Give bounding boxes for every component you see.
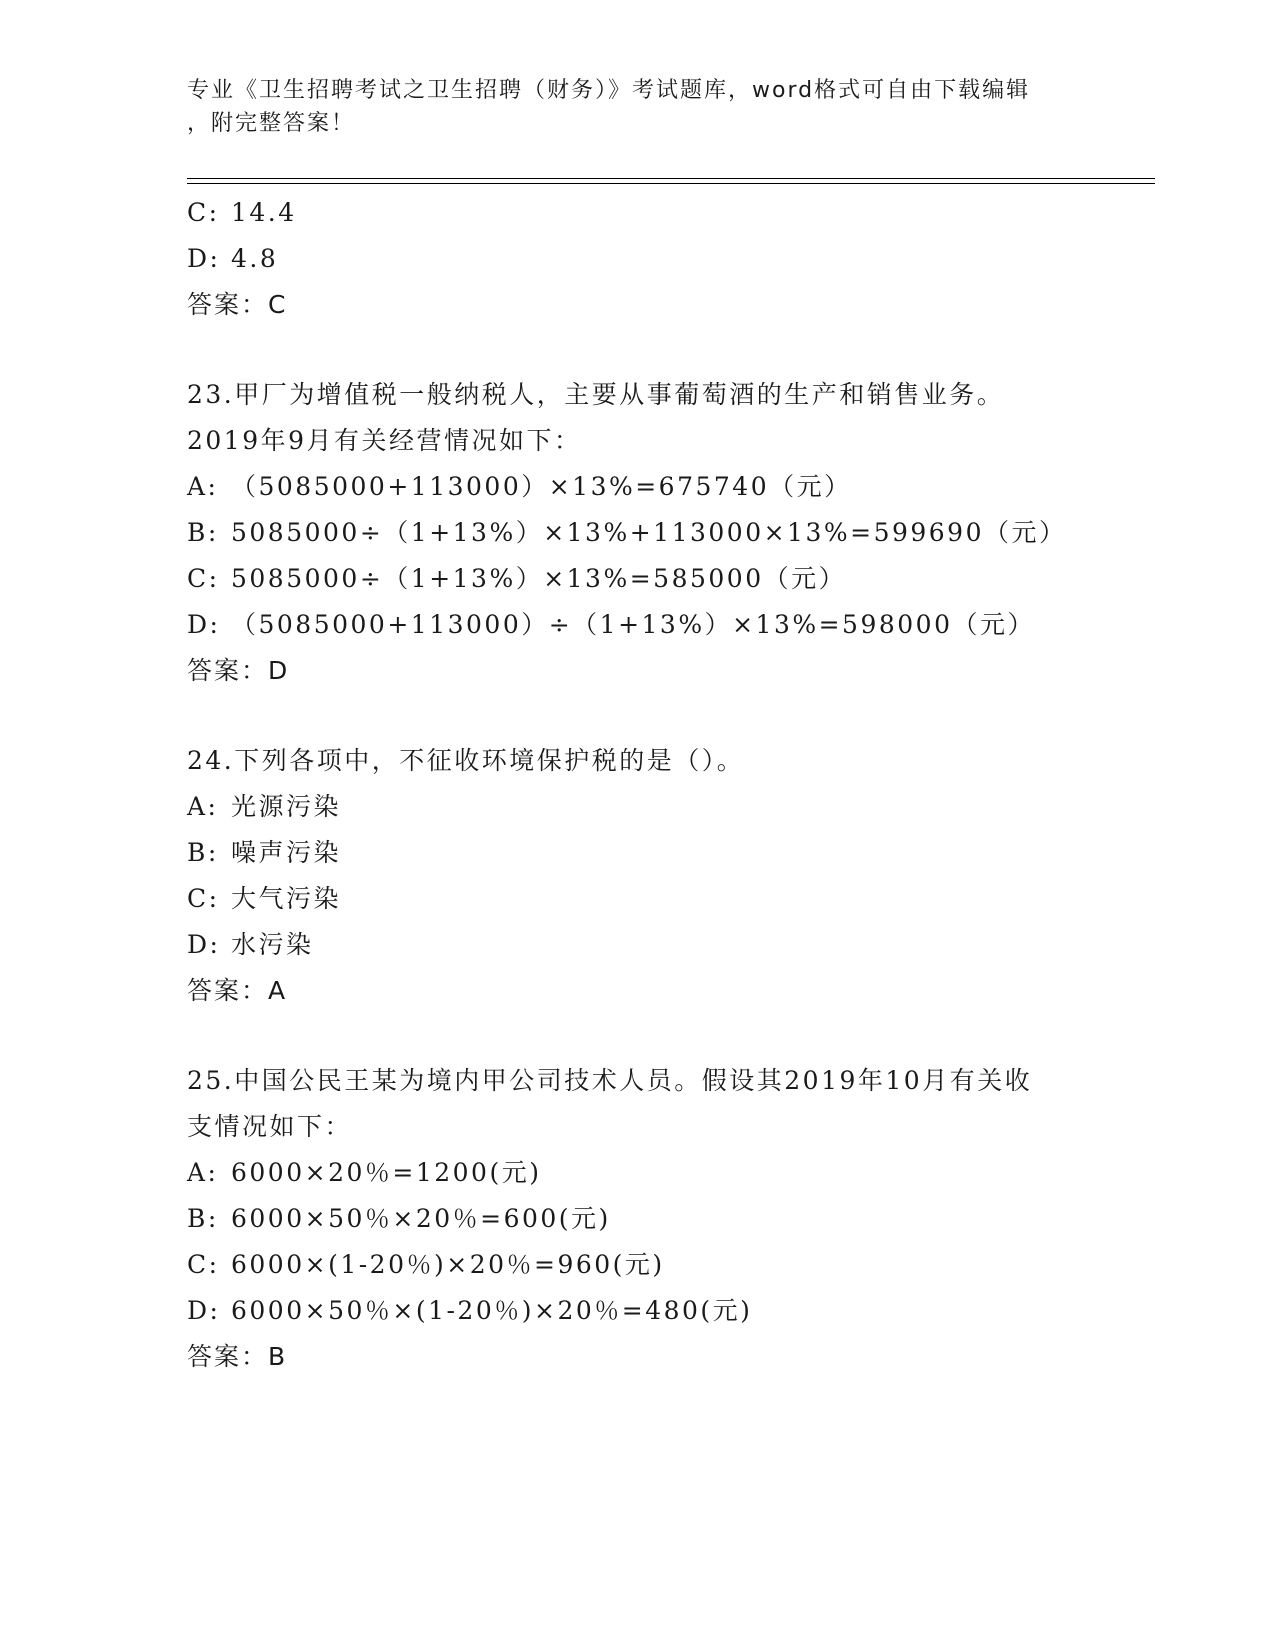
- option-text: 5085000÷（1+13%）×13%=585000（元）: [231, 564, 847, 593]
- option-key: D:: [187, 930, 221, 959]
- header-title-line1: 专业《卫生招聘考试之卫生招聘（财务）》考试题库，word格式可自由下载编辑: [187, 78, 1031, 103]
- option-key: D:: [187, 1296, 221, 1325]
- answer-line: 答案：D: [187, 656, 290, 685]
- option-key: B:: [187, 518, 219, 547]
- option-text: （5085000+113000）×13%=675740（元）: [231, 472, 852, 501]
- option-key: A:: [187, 472, 219, 501]
- question-stem-cont: 2019年9月有关经营情况如下：: [187, 426, 582, 455]
- question-stem: 24.下列各项中，不征收环境保护税的是（）。: [187, 746, 745, 775]
- answer-line: 答案：C: [187, 290, 288, 319]
- question-stem: 25.中国公民王某为境内甲公司技术人员。假设其2019年10月有关收: [187, 1066, 1033, 1095]
- question-22-tail: [187, 190, 1107, 328]
- option-key: C:: [187, 198, 220, 227]
- option-text: 14.4: [231, 198, 297, 227]
- header-divider-top: [187, 178, 1155, 179]
- option-key: D:: [187, 244, 221, 273]
- question-stem-cont: 支情况如下：: [187, 1112, 353, 1141]
- option-text: 光源污染: [231, 792, 342, 821]
- option-text: （5085000+113000）÷（1+13%）×13%=598000（元）: [231, 610, 1035, 639]
- option-d: [187, 602, 1107, 648]
- option-text: 水污染: [231, 930, 314, 959]
- option-key: C:: [187, 1250, 220, 1279]
- question-23: [187, 372, 1107, 694]
- option-text: 6000×20％=1200(元): [231, 1158, 542, 1187]
- question-25: [187, 1058, 1107, 1380]
- option-c: [187, 190, 1107, 236]
- option-a: [187, 464, 1107, 510]
- option-text: 6000×50％×20％=600(元): [231, 1204, 611, 1233]
- option-b: [187, 510, 1107, 556]
- option-text: 大气污染: [231, 884, 342, 913]
- option-d: [187, 922, 1107, 968]
- option-text: 5085000÷（1+13%）×13%+113000×13%=599690（元）: [231, 518, 1067, 547]
- option-text: 6000×50％×(1-20％)×20％=480(元): [231, 1296, 753, 1325]
- question-stem: 23.甲厂为增值税一般纳税人，主要从事葡萄酒的生产和销售业务。: [187, 380, 1005, 409]
- answer-line: 答案：A: [187, 976, 288, 1005]
- option-b: [187, 1196, 1107, 1242]
- option-key: D:: [187, 610, 221, 639]
- option-text: 6000×(1-20％)×20％=960(元): [231, 1250, 665, 1279]
- header-title-line2: ，附完整答案！: [187, 111, 356, 136]
- page-header: [187, 74, 1067, 140]
- option-key: C:: [187, 564, 220, 593]
- option-key: A:: [187, 792, 219, 821]
- option-key: B:: [187, 838, 219, 867]
- question-list: [187, 190, 1107, 1380]
- option-key: B:: [187, 1204, 219, 1233]
- option-c: [187, 1242, 1107, 1288]
- option-text: 噪声污染: [231, 838, 342, 867]
- option-b: [187, 830, 1107, 876]
- option-text: 4.8: [231, 244, 279, 273]
- option-d: [187, 236, 1107, 282]
- option-c: [187, 876, 1107, 922]
- option-c: [187, 556, 1107, 602]
- option-key: A:: [187, 1158, 219, 1187]
- answer-line: 答案：B: [187, 1342, 288, 1371]
- option-d: [187, 1288, 1107, 1334]
- question-24: [187, 738, 1107, 1014]
- option-key: C:: [187, 884, 220, 913]
- header-divider-bottom: [187, 183, 1155, 184]
- option-a: [187, 784, 1107, 830]
- option-a: [187, 1150, 1107, 1196]
